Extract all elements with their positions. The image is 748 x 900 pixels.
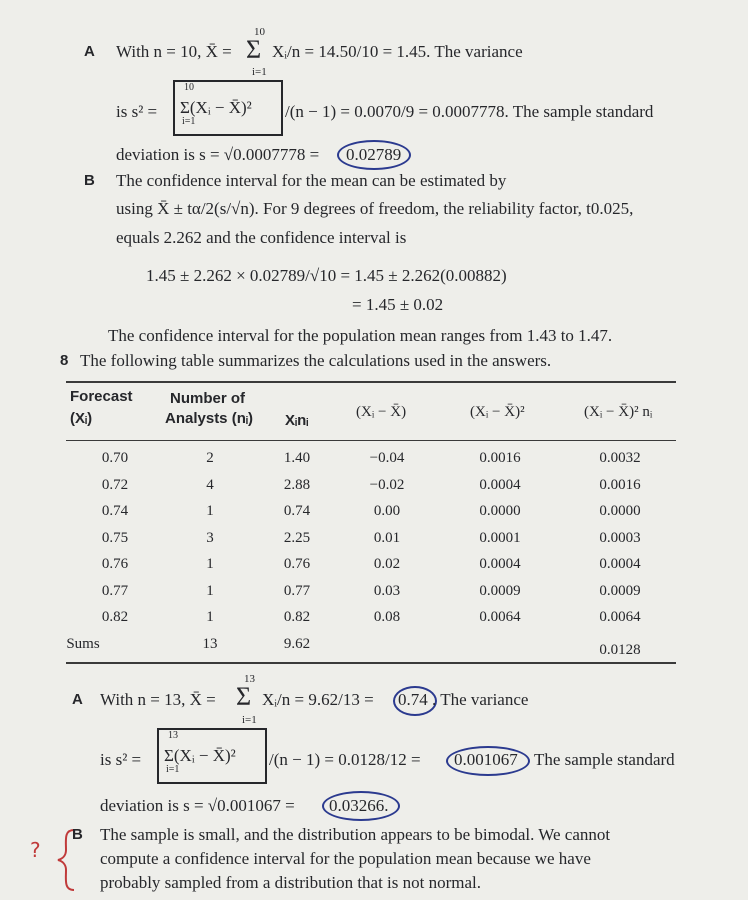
part-b2-line1: The sample is small, and the distribution appears to be bimodal. We cannot [100, 825, 611, 844]
table-sums-cell: 13 [202, 635, 218, 652]
part-a2-line2-rest: The sample standard [534, 750, 675, 769]
table-cell: 0.0001 [479, 529, 521, 546]
table-cell: 0.0064 [599, 609, 641, 625]
part-b1-label: B [84, 172, 95, 189]
handwritten-circle-4 [322, 791, 400, 821]
table-cell: 0.00 [373, 503, 401, 519]
table-cell: 0.0009 [599, 582, 641, 599]
part-a1-sum-symbol: Σ [246, 35, 262, 64]
part-a2-circled-variance: 0.001067 [454, 750, 518, 769]
table-cell: 1 [206, 503, 214, 519]
table-cell: 4 [206, 476, 214, 493]
table-top-rule [66, 381, 676, 383]
table-cell: 0.0016 [479, 450, 521, 466]
part-a2-bracket-content: Σ(Xᵢ − X̄)² [164, 746, 236, 765]
part-a2-line1-prefix: With n = 13, X̄ = [100, 690, 216, 709]
part-a2-bracket-sum-top: 13 [168, 730, 178, 741]
table-header-rule [66, 440, 676, 441]
part-b2-line3: probably sampled from a distribution that is not normal. [100, 873, 482, 892]
handwritten-question-mark: ? [30, 838, 41, 862]
th-deviation-squared-n: (Xᵢ − X̄)² nᵢ [584, 404, 653, 420]
table-cell: 0.76 [283, 556, 311, 572]
table-cell: 0.08 [373, 609, 401, 625]
handwritten-circle-2 [393, 686, 437, 716]
table-cell: 0.75 [101, 529, 129, 546]
part-a1-line1-rest: Xᵢ/n = 14.50/10 = 1.45. The variance [272, 42, 523, 61]
part-a2-sum-top: 13 [244, 673, 255, 685]
table-cell: 0.0016 [599, 476, 641, 493]
part-b1-equation-2: = 1.45 ± 0.02 [352, 295, 444, 314]
part-b1-equation-1: 1.45 ± 2.262 × 0.02789/√10 = 1.45 ± 2.262(0.00882) [146, 266, 507, 285]
table-cell: 0.82 [101, 609, 129, 625]
table-sums-label: Sums [66, 635, 100, 652]
part-a2-line1-rest: . The variance [432, 690, 529, 709]
table-cell: 0.0004 [479, 556, 521, 572]
question-8-text: The following table summarizes the calculations used in the answers. [80, 351, 552, 370]
part-a1-sum-top: 10 [254, 26, 265, 38]
part-a1-sum-bottom: i=1 [252, 66, 267, 78]
table-cell: 0.0000 [599, 503, 641, 519]
table-cell: 0.82 [283, 609, 311, 625]
part-a2-line2-prefix: is s² = [100, 750, 142, 769]
table-cell: 2 [206, 450, 214, 466]
table-cell: 0.0032 [599, 450, 641, 466]
question-8-number: 8 [60, 352, 69, 369]
table-cell: 2.25 [283, 529, 311, 546]
table-cell: −0.04 [369, 450, 405, 466]
part-a1-bracket-sum-bottom: i=1 [182, 116, 196, 127]
table-cell: 1 [206, 556, 214, 572]
part-a2-label: A [72, 691, 83, 708]
part-b2-label: B [72, 826, 83, 843]
part-a1-bracket-content: Σ(Xᵢ − X̄)² [180, 98, 252, 117]
table-bottom-rule [66, 662, 676, 664]
table-cell: 1 [206, 582, 214, 599]
table-cell: 0.0003 [599, 529, 641, 546]
table-cell: 0.0064 [479, 609, 521, 625]
table-sums-cell: 9.62 [283, 635, 311, 652]
th-analysts-2: Analysts (nᵢ) [165, 410, 253, 427]
table-cell: 0.0009 [479, 582, 521, 599]
part-b1-line2: using X̄ ± tα/2(s/√n). For 9 degrees of freedom, the reliability factor, t0.025, [116, 199, 634, 218]
th-deviation: (Xᵢ − X̄) [356, 404, 407, 420]
part-a2-line1-mid: Xᵢ/n = 9.62/13 = [262, 690, 374, 709]
table-cell: 0.0004 [479, 476, 521, 493]
table-cell: 1 [206, 609, 214, 625]
table-cell: 2.88 [283, 476, 311, 493]
part-a1-line2-prefix: is s² = [116, 102, 158, 121]
part-b1-conclusion: The confidence interval for the population mean ranges from 1.43 to 1.47. [108, 326, 613, 345]
th-forecast-1: Forecast [70, 388, 133, 405]
table-cell: 1.40 [283, 450, 311, 466]
table-cell: 0.0000 [479, 503, 521, 519]
table-cell: 0.0004 [599, 556, 641, 572]
handwritten-circle-3 [446, 746, 530, 776]
handwritten-circle-1 [337, 140, 411, 170]
table-cell: −0.02 [369, 476, 405, 493]
part-a1-circled-value: 0.02789 [346, 145, 402, 164]
part-a2-line2-mid: /(n − 1) = 0.0128/12 = [269, 750, 421, 769]
part-a2-sum-bottom: i=1 [242, 714, 257, 726]
part-a1-line1-prefix: With n = 10, X̄ = [116, 42, 232, 61]
part-a2-sum-symbol: Σ [236, 682, 252, 711]
part-a2-bracket-sum-bottom: i=1 [166, 764, 180, 775]
part-a1-bracket-sum-top: 10 [184, 82, 194, 93]
th-analysts-1: Number of [170, 390, 245, 407]
table-cell: 0.77 [283, 582, 311, 599]
part-a2-circled-sd: 0.03266. [329, 796, 389, 815]
part-a1-line3-prefix: deviation is s = √0.0007778 = [116, 145, 320, 164]
table-cell: 0.74 [101, 503, 129, 519]
part-a2-circled-mean: 0.74 [398, 690, 428, 709]
table-cell: 3 [206, 529, 214, 546]
part-a1-line2-rest: /(n − 1) = 0.0070/9 = 0.0007778. The sample standard [285, 102, 654, 121]
th-forecast-2: (Xᵢ) [70, 410, 93, 427]
part-b1-line1: The confidence interval for the mean can be estimated by [116, 171, 507, 190]
table-cell: 0.76 [101, 556, 129, 572]
part-b1-line3: equals 2.262 and the confidence interval is [116, 228, 407, 247]
table-cell: 0.77 [101, 582, 129, 599]
th-deviation-squared: (Xᵢ − X̄)² [470, 404, 525, 420]
table-cell: 0.72 [101, 476, 129, 493]
part-a2-line3-prefix: deviation is s = √0.001067 = [100, 796, 295, 815]
table-sums-cell: 0.0128 [599, 641, 641, 658]
table-cell: 0.70 [101, 450, 129, 466]
part-b2-line2: compute a confidence interval for the population mean because we have [100, 849, 591, 868]
table-cell: 0.03 [373, 582, 401, 599]
table-cell: 0.02 [373, 556, 401, 572]
table-cell: 0.74 [283, 503, 311, 519]
part-a1-label: A [84, 43, 95, 60]
th-xn: Xᵢnᵢ [285, 412, 309, 429]
table-cell: 0.01 [373, 529, 401, 546]
